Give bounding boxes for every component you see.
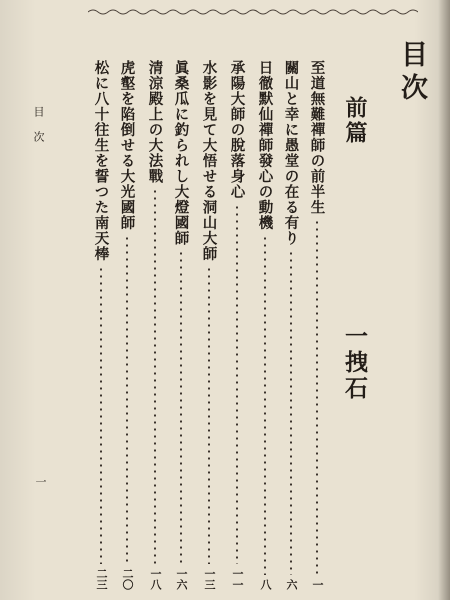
toc-entry[interactable] xyxy=(144,60,166,590)
toc-entry-title: 虎壑を陷倒せる大光國師 xyxy=(118,60,136,231)
toc-entry-title: 松に八十往生を誓つた南天棒 xyxy=(92,60,110,262)
toc-entry-title: 關山と幸に愚堂の在る有り xyxy=(282,60,300,246)
leader-dots xyxy=(208,266,210,565)
toc-entry[interactable] xyxy=(116,60,138,590)
leader-dots xyxy=(180,250,182,564)
toc-entry-page: 一一 xyxy=(231,568,244,590)
leader-dots xyxy=(316,219,318,575)
toc-entry-title: 眞桑瓜に釣られし大燈國師 xyxy=(172,60,190,246)
toc-entry-title: 承陽大師の脫落身心 xyxy=(228,60,246,200)
section-heading: 前篇 xyxy=(342,96,368,146)
running-head: 目次 xyxy=(32,106,45,156)
toc-entry-page: 六 xyxy=(285,579,298,590)
leader-dots xyxy=(100,266,102,565)
toc-entry-page: 一八 xyxy=(149,568,162,590)
toc-entry-page: 一三 xyxy=(203,568,216,590)
leader-dots xyxy=(126,235,128,565)
page-title: 目次 xyxy=(396,40,427,106)
toc-entry-title: 清涼殿上の大法戰 xyxy=(146,60,164,184)
toc-entry-page: 一六 xyxy=(175,568,188,590)
leader-dots xyxy=(154,188,156,564)
toc-entry-page: 二〇 xyxy=(121,568,134,590)
toc-entry-page: 二三 xyxy=(95,568,108,590)
folio-page-number: 一 xyxy=(34,476,47,487)
toc-entry[interactable] xyxy=(254,60,276,590)
toc-entry[interactable] xyxy=(170,60,192,590)
toc-entry[interactable] xyxy=(90,60,112,590)
wavy-rule-ornament xyxy=(88,8,418,16)
toc-entry[interactable] xyxy=(280,60,302,590)
leader-dots xyxy=(264,235,266,576)
toc-entry-title: 水影を見て大悟せる洞山大師 xyxy=(200,60,218,262)
toc-entry-title: 至道無難禪師の前半生 xyxy=(308,60,326,215)
toc-entry-page: 一 xyxy=(311,579,324,590)
leader-dots xyxy=(236,204,238,565)
author-name: 一拽石 xyxy=(341,324,368,402)
toc-entry[interactable] xyxy=(226,60,248,590)
toc-entry-page: 八 xyxy=(259,579,272,590)
toc-entry[interactable] xyxy=(198,60,220,590)
toc-entry[interactable] xyxy=(306,60,328,590)
leader-dots xyxy=(290,250,292,575)
toc-entry-title: 日徹默仙禪師發心の動機 xyxy=(256,60,274,231)
